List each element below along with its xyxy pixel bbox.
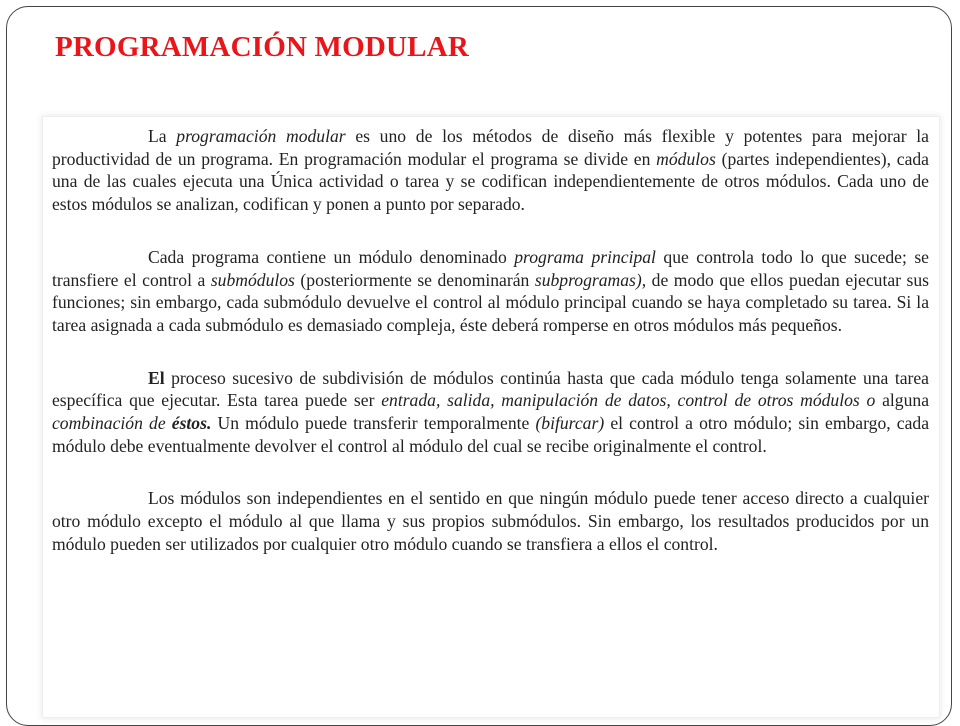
text-segment: proceso sucesivo de subdivisión de módulos continúa hasta que cada módulo tenga solamente una tarea específica que ejecutar. Esta tarea puede ser <box>52 367 929 411</box>
text-segment: alguna <box>875 390 929 411</box>
text-segment-italic: submódulos <box>210 269 295 290</box>
text-segment: que controla todo lo que sucede; se transfiere el control a <box>52 246 929 290</box>
text-segment: es uno de los métodos de diseño más flexible y potentes para mejorar la productividad de un programa. En programación modular el programa se divide en <box>52 126 929 169</box>
paragraph-4 <box>52 487 929 555</box>
text-segment: Un módulo puede transferir temporalmente <box>211 413 536 434</box>
text-segment-italic: entrada, salida, manipulación de datos, control de otros módulos o <box>381 390 876 411</box>
text-segment: La <box>148 126 177 146</box>
paragraph-2 <box>52 246 929 337</box>
text-segment-italic: programa principal <box>514 246 656 267</box>
slide-frame <box>6 6 952 726</box>
slide-title: PROGRAMACIÓN MODULAR <box>55 31 469 63</box>
text-segment-italic: (bifurcar) <box>535 413 605 434</box>
text-segment: Cada programa contiene un módulo denominado <box>148 246 515 267</box>
text-segment: el control a otro módulo; sin embargo, cada módulo debe eventualmente devolver el control al módulo del cual se recibe originalmente el control. <box>52 413 929 456</box>
text-segment: Los módulos son independientes en el sentido en que ningún módulo puede tener acceso directo a cualquier otro módulo excepto el módulo al que llama y sus propios submódulos. Sin embargo, los resultados producidos por un módulo pueden ser utilizados por cualquier otro módulo cuando se transfiera a ellos el control. <box>52 488 929 554</box>
text-segment-italic: subprogramas), <box>534 269 647 290</box>
text-segment-italic: módulos <box>656 148 716 169</box>
text-segment-italic: programación modular <box>176 126 346 146</box>
text-segment: (partes independientes), cada una de las cuales ejecuta una Única actividad o tarea y se codifican independientemente de otros módulos. Cada uno de estos módulos se analizan, codifican y ponen a punto por separado. <box>52 148 929 215</box>
text-segment: (posteriormente se denominarán <box>294 269 535 290</box>
text-segment-bold-italic: éstos. <box>171 413 212 434</box>
text-segment: de modo que ellos puedan ejecutar sus funciones; sin embargo, cada submódulo devuelve el control al módulo principal cuando se haya completado su tarea. Si la tarea asignada a cada submódulo es demasiado compleja, éste deberá romperse en otros módulos más pequeños. <box>52 269 930 335</box>
paragraph-1 <box>52 125 929 216</box>
content-textbox <box>43 117 939 717</box>
text-segment-italic: combinación de <box>52 413 172 434</box>
text-segment-bold: El <box>148 367 165 388</box>
paragraph-3 <box>52 367 929 458</box>
